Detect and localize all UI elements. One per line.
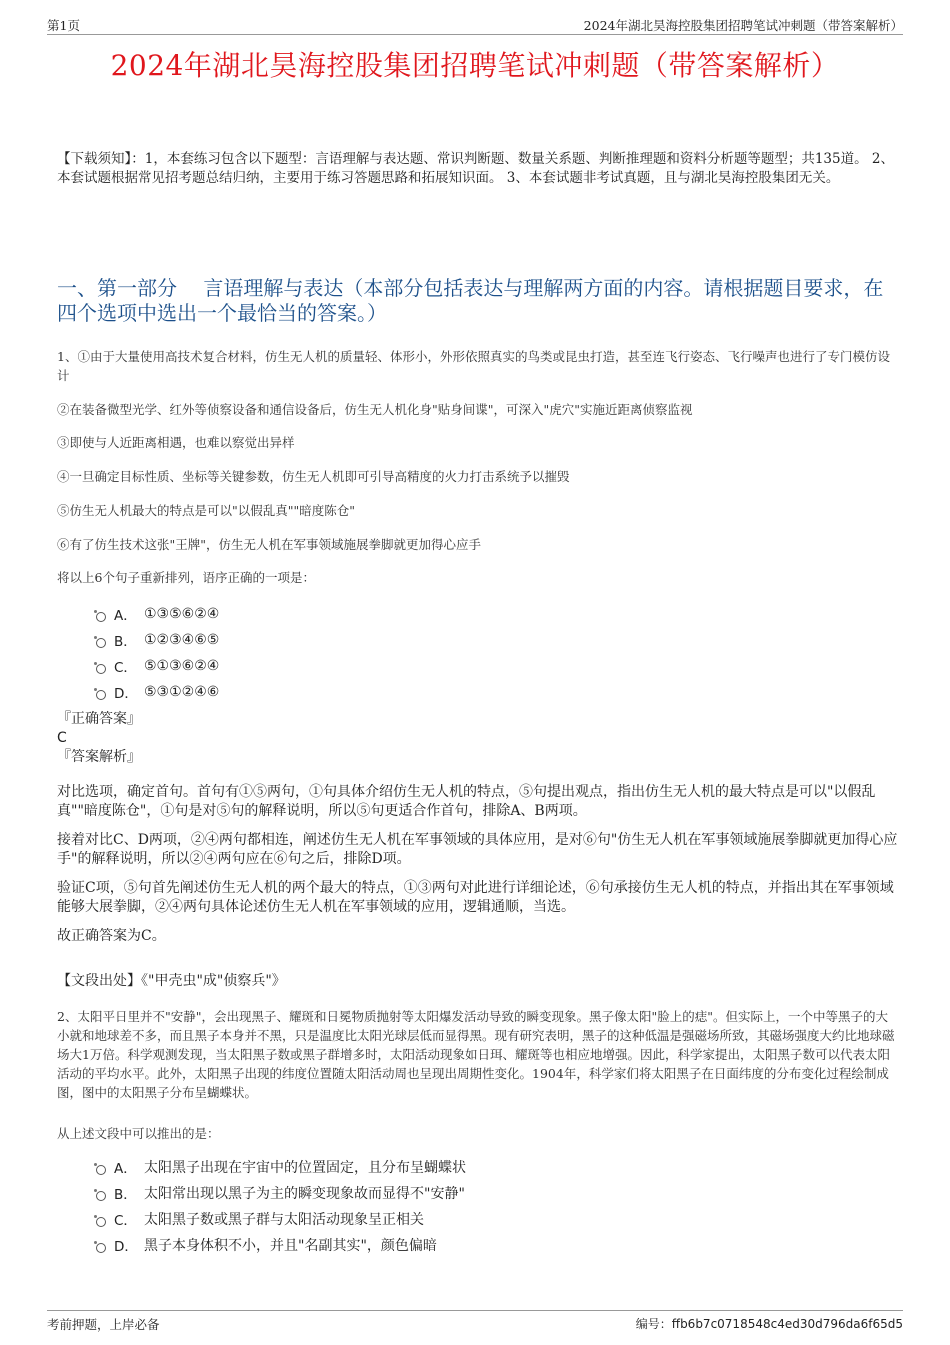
q1-options [96, 601, 219, 705]
radio-icon[interactable] [96, 638, 106, 648]
page-header [47, 14, 903, 35]
footer-slogan: 考前押题，上岸必备 [47, 1317, 160, 1332]
q2-options [96, 1154, 466, 1258]
page-footer [47, 1310, 903, 1331]
footer-doc-id: 编号：ffb6b7c0718548c4ed30d796da6f65d5 [635, 1317, 903, 1331]
q1-analysis [57, 783, 898, 954]
q1-option-a[interactable]: A． ①③⑤⑥②④ [96, 601, 219, 627]
q1-line-5: ⑤仿生无人机最大的特点是可以"以假乱真""暗度陈仓" [57, 503, 355, 518]
analysis-paragraph: 验证C项，⑤句首先阐述仿生无人机的两个最大的特点，①③两句对此进行详细论述，⑥句承接仿生无人机的特点，并指出其在军事领域能够大展拳脚，②④两句具体论述仿生无人机在军事领域的应用，逻辑通顺，当选。 [57, 880, 894, 915]
q2-option-a[interactable]: A． 太阳黑子出现在宇宙中的位置固定，且分布呈蝴蝶状 [96, 1154, 466, 1180]
q1-line-4: ④一旦确定目标性质、坐标等关键参数，仿生无人机即可引导高精度的火力打击系统予以摧毁 [57, 469, 570, 484]
download-notice: 【下载须知】：1，本套练习包含以下题型：言语理解与表达题、常识判断题、数量关系题、判断推理题和资料分析题等题型；共135道。 2、本套试题根据常见招考题总结归纳，主要用于练习答题思路和拓展知识面。 3、本套试题非考试真题，且与湖北昊海控股集团无关。 [57, 151, 894, 186]
radio-icon[interactable] [96, 1191, 106, 1201]
radio-icon[interactable] [96, 612, 106, 622]
q1-source: 【文段出处】《"甲壳虫"成"侦察兵"》 [57, 973, 286, 989]
q2-option-d[interactable]: D． 黑子本身体积不小，并且"名副其实"，颜色偏暗 [96, 1232, 466, 1258]
analysis-label: 『答案解析』 [57, 749, 141, 765]
page-title: 2024年湖北昊海控股集团招聘笔试冲刺题（带答案解析） [110, 49, 840, 82]
q2-prompt: 从上述文段中可以推出的是： [57, 1126, 220, 1141]
q1-option-b[interactable]: B． ①②③④⑥⑤ [96, 627, 219, 653]
header-doc-title: 2024年湖北昊海控股集团招聘笔试冲刺题（带答案解析） [583, 18, 903, 33]
q2-passage: 2、太阳平日里并不"安静"，会出现黑子、耀斑和日冕物质抛射等太阳爆发活动导致的瞬变现象。黑子像太阳"脸上的痣"。但实际上，一个中等黑子的大小就和地球差不多，而且黑子本身并不黑，只是温度比太阳光球层低而显得黑。现有研究表明，黑子的这种低温是强磁场所致，其磁场强度大约比地球磁场大1万倍。科学观测发现，当太阳黑子数或黑子群增多时，太阳活动现象如日珥、耀斑等也相应地增强。因此，科学家提出，太阳黑子数可以代表太阳活动的平均水平。此外，太阳黑子出现的纬度位置随太阳活动周也呈现出周期性变化。1904年，科学家们将太阳黑子在日面纬度的分布变化过程绘制成图，图中的太阳黑子分布呈蝴蝶状。 [57, 1009, 895, 1100]
radio-icon[interactable] [96, 690, 106, 700]
q1-option-c[interactable]: C． ⑤①③⑥②④ [96, 653, 219, 679]
radio-icon[interactable] [96, 664, 106, 674]
page-number: 第1页 [47, 18, 80, 33]
analysis-paragraph: 对比选项，确定首句。首句有①⑤两句，①句具体介绍仿生无人机的特点，⑤句提出观点，指出仿生无人机的最大特点是可以"以假乱真""暗度陈仓"，①句是对⑤句的解释说明，所以⑤句更适合作首句，排除A、B两项。 [57, 784, 876, 819]
q1-line-1: 1、①由于大量使用高技术复合材料，仿生无人机的质量轻、体形小，外形依照真实的鸟类或昆虫打造，甚至连飞行姿态、飞行噪声也进行了专门模仿设计 [57, 349, 890, 383]
analysis-paragraph: 接着对比C、D两项，②④两句都相连，阐述仿生无人机在军事领域的具体应用，是对⑥句"仿生无人机在军事领域施展拳脚就更加得心应手"的解释说明，所以②④两句应在⑥句之后，排除D项。 [57, 832, 898, 867]
q2-option-c[interactable]: C． 太阳黑子数或黑子群与太阳活动现象呈正相关 [96, 1206, 466, 1232]
q1-line-6: ⑥有了仿生技术这张"王牌"，仿生无人机在军事领域施展拳脚就更加得心应手 [57, 537, 482, 552]
q1-answer-block [57, 710, 898, 767]
q2-option-b[interactable]: B． 太阳常出现以黑子为主的瞬变现象故而显得不"安静" [96, 1180, 466, 1206]
answer-label: 『正确答案』 [57, 711, 141, 727]
q1-line-2: ②在装备微型光学、红外等侦察设备和通信设备后，仿生无人机化身"贴身间谍"，可深入"虎穴"实施近距离侦察监视 [57, 402, 693, 417]
radio-icon[interactable] [96, 1165, 106, 1175]
radio-icon[interactable] [96, 1243, 106, 1253]
section-heading: 一、第一部分 言语理解与表达（本部分包括表达与理解两方面的内容。请根据题目要求，在四个选项中选出一个最恰当的答案。） [57, 276, 884, 325]
q1-line-3: ③即使与人近距离相遇，也难以察觉出异样 [57, 435, 295, 450]
answer-value: C [57, 730, 67, 746]
q1-option-d[interactable]: D． ⑤③①②④⑥ [96, 679, 219, 705]
analysis-paragraph: 故正确答案为C。 [57, 928, 166, 944]
radio-icon[interactable] [96, 1217, 106, 1227]
q1-prompt: 将以上6个句子重新排列，语序正确的一项是： [57, 570, 315, 585]
